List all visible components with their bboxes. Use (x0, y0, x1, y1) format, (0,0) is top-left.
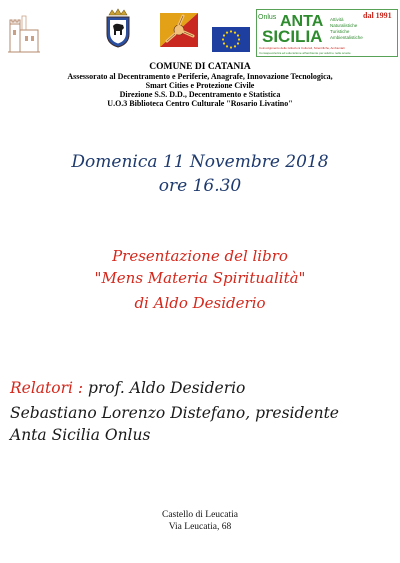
anta-activity-4: Ambientalistiche (330, 35, 363, 40)
venue-address: Via Leucatia, 68 (168, 522, 232, 532)
header-line: U.O.3 Biblioteca Centro Culturale "Rosario Livatino" (107, 99, 293, 108)
anta-sicilia-logo (256, 9, 398, 57)
anta-activity-3: Turistiche (330, 29, 350, 34)
anta-activity-2: Naturalistiche (330, 23, 358, 28)
anta-activity-1: Attività (330, 17, 344, 22)
header-title: COMUNE DI CATANIA (149, 62, 251, 72)
header-line: Direzione S.S. D.D., Decentramento e Statistica (119, 90, 281, 99)
speakers-line-3: Anta Sicilia Onlus (10, 426, 151, 444)
anta-tagline: Coinvolgimento delle Istituzioni Culturali, Scientifiche, Ambientali (259, 46, 345, 50)
venue-name: Castello di Leucatia (162, 510, 238, 520)
speakers-label: Relatori : (10, 379, 84, 397)
anta-name-top: ANTA (280, 13, 324, 30)
book-title: "Mens Materia Spiritualità" (94, 269, 306, 287)
castle-logo-icon (6, 10, 42, 54)
anta-onlus-text: Onlus (258, 14, 277, 21)
speakers-line-1 (10, 377, 400, 399)
anta-since: dal 1991 (363, 11, 392, 20)
header-line: Assessorato al Decentramento e Periferie, Anagrafe, Innovazione Tecnologica, (67, 72, 333, 81)
sicily-trinacria-icon (160, 13, 198, 47)
anta-motto: Consapevolezza ed educazione all'ambiente per adulti e nelle scuole (259, 51, 351, 55)
speaker-name: prof. Aldo Desiderio (83, 379, 246, 397)
eu-flag-icon (212, 27, 250, 52)
event-date: Domenica 11 Novembre 2018 (71, 152, 329, 172)
book-intro: Presentazione del libro (112, 247, 288, 265)
header-line: Smart Cities e Protezione Civile (145, 81, 255, 90)
anta-name-bottom: SICILIA (262, 27, 323, 46)
city-crest-icon (103, 8, 133, 48)
speakers-line-2: Sebastiano Lorenzo Distefano, presidente (10, 404, 339, 422)
book-author: di Aldo Desiderio (134, 294, 266, 312)
event-time: ore 16.30 (158, 176, 242, 196)
